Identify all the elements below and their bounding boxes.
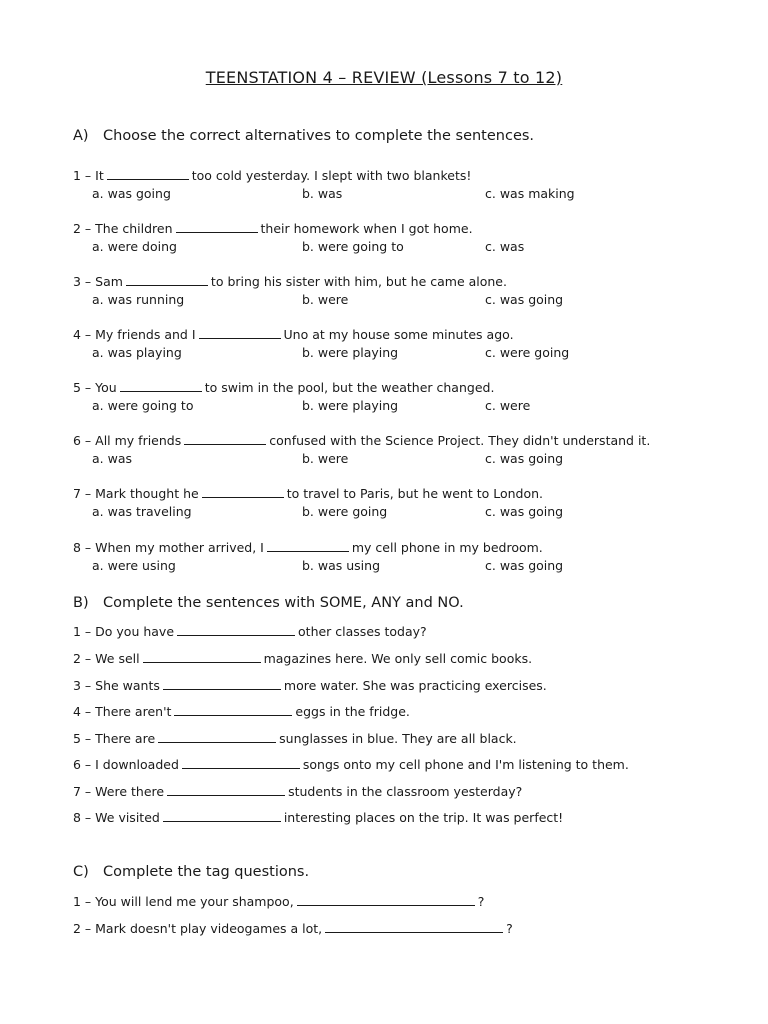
answer-blank[interactable]	[177, 624, 295, 636]
question-a2: 2 – The children their homework when I got home.	[73, 221, 473, 236]
section-b-letter: B)	[73, 595, 89, 611]
answer-blank[interactable]	[182, 757, 300, 769]
options-a5	[92, 398, 712, 416]
option-b[interactable]: b. were playing	[302, 398, 399, 413]
options-a6	[92, 451, 712, 469]
question-b6: 6 – I downloaded songs onto my cell phone and I'm listening to them.	[73, 757, 629, 772]
option-b[interactable]: b. were going to	[302, 239, 404, 254]
answer-blank[interactable]	[167, 784, 285, 796]
answer-blank[interactable]	[120, 380, 202, 392]
answer-blank[interactable]	[267, 540, 349, 552]
section-b-instruction: Complete the sentences with SOME, ANY and NO.	[103, 595, 464, 611]
question-a3: 3 – Sam to bring his sister with him, but he came alone.	[73, 274, 507, 289]
answer-blank[interactable]	[202, 486, 284, 498]
option-a[interactable]: a. were going to	[92, 398, 194, 413]
question-b1: 1 – Do you have other classes today?	[73, 624, 427, 639]
question-b8: 8 – We visited interesting places on the trip. It was perfect!	[73, 810, 564, 825]
option-a[interactable]: a. were using	[92, 558, 176, 573]
section-c-instruction: Complete the tag questions.	[103, 864, 310, 880]
option-a[interactable]: a. was going	[92, 186, 171, 201]
option-a[interactable]: a. was traveling	[92, 504, 192, 519]
answer-blank[interactable]	[174, 704, 292, 716]
section-a-heading	[73, 128, 534, 144]
section-a-letter: A)	[73, 128, 89, 144]
section-c-letter: C)	[73, 864, 89, 880]
question-b4: 4 – There aren't eggs in the fridge.	[73, 704, 410, 719]
option-a[interactable]: a. was running	[92, 292, 185, 307]
answer-blank[interactable]	[163, 678, 281, 690]
answer-blank[interactable]	[143, 651, 261, 663]
question-a6: 6 – All my friends confused with the Science Project. They didn't understand it.	[73, 433, 651, 448]
option-b[interactable]: b. were	[302, 292, 349, 307]
answer-blank[interactable]	[163, 810, 281, 822]
question-a8: 8 – When my mother arrived, I my cell phone in my bedroom.	[73, 540, 543, 555]
options-a1	[92, 186, 712, 204]
question-a4: 4 – My friends and I Uno at my house some minutes ago.	[73, 327, 514, 342]
option-c[interactable]: c. were	[485, 398, 531, 413]
options-a7	[92, 504, 712, 522]
question-c2: 2 – Mark doesn't play videogames a lot, ?	[73, 921, 513, 936]
options-a3	[92, 292, 712, 310]
option-c[interactable]: c. was going	[485, 558, 564, 573]
option-b[interactable]: b. was using	[302, 558, 381, 573]
option-c[interactable]: c. was	[485, 239, 525, 254]
answer-blank[interactable]	[199, 327, 281, 339]
answer-blank[interactable]	[107, 168, 189, 180]
option-c[interactable]: c. was going	[485, 504, 564, 519]
question-b2: 2 – We sell magazines here. We only sell comic books.	[73, 651, 533, 666]
option-b[interactable]: b. were	[302, 451, 349, 466]
question-b5: 5 – There are sunglasses in blue. They are all black.	[73, 731, 517, 746]
section-a-instruction: Choose the correct alternatives to complete the sentences.	[103, 128, 535, 144]
option-b[interactable]: b. were going	[302, 504, 388, 519]
worksheet-title: TEENSTATION 4 – REVIEW (Lessons 7 to 12)	[205, 68, 563, 87]
section-b-heading	[73, 595, 464, 611]
option-a[interactable]: a. was	[92, 451, 133, 466]
question-c1: 1 – You will lend me your shampoo, ?	[73, 894, 485, 909]
question-b7: 7 – Were there students in the classroom yesterday?	[73, 784, 523, 799]
option-a[interactable]: a. was playing	[92, 345, 182, 360]
options-a4	[92, 345, 712, 363]
question-a7: 7 – Mark thought he to travel to Paris, but he went to London.	[73, 486, 544, 501]
option-c[interactable]: c. were going	[485, 345, 570, 360]
option-b[interactable]: b. was	[302, 186, 343, 201]
question-a1: 1 – It too cold yesterday. I slept with two blankets!	[73, 168, 472, 183]
answer-blank[interactable]	[176, 221, 258, 233]
section-c-heading	[73, 864, 309, 880]
options-a8	[92, 558, 712, 576]
options-a2	[92, 239, 712, 257]
option-a[interactable]: a. were doing	[92, 239, 177, 254]
question-a5: 5 – You to swim in the pool, but the weather changed.	[73, 380, 495, 395]
answer-blank[interactable]	[184, 433, 266, 445]
answer-blank[interactable]	[325, 921, 503, 933]
option-c[interactable]: c. was making	[485, 186, 575, 201]
option-c[interactable]: c. was going	[485, 292, 564, 307]
question-b3: 3 – She wants more water. She was practicing exercises.	[73, 678, 547, 693]
option-b[interactable]: b. were playing	[302, 345, 399, 360]
answer-blank[interactable]	[126, 274, 208, 286]
answer-blank[interactable]	[158, 731, 276, 743]
option-c[interactable]: c. was going	[485, 451, 564, 466]
answer-blank[interactable]	[297, 894, 475, 906]
